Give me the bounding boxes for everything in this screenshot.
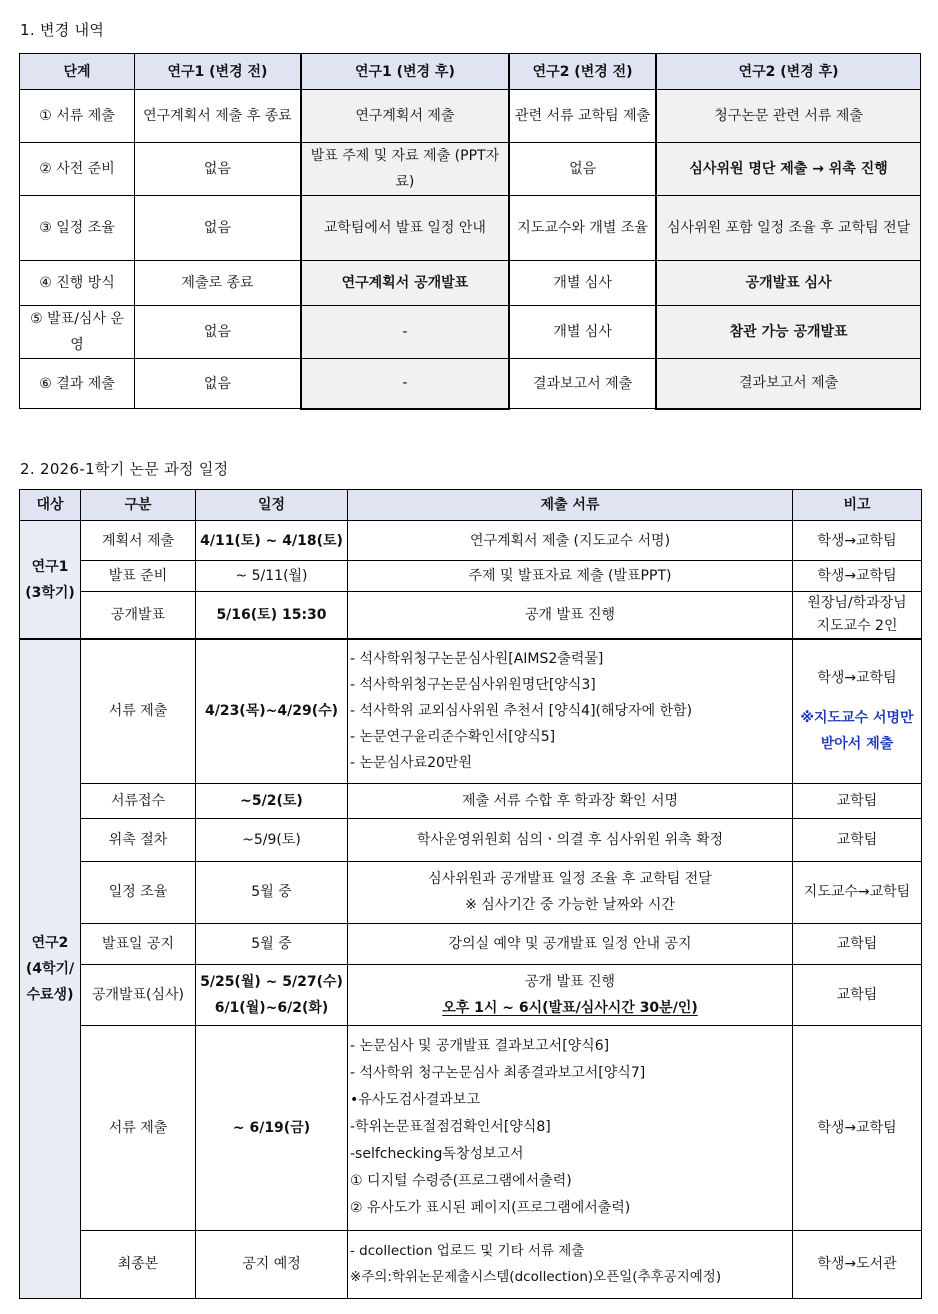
step-cell: ③ 일정 조율 bbox=[20, 196, 135, 261]
date-cell: ~5/2(토) bbox=[196, 783, 348, 818]
table-row bbox=[20, 1025, 922, 1230]
r1-after-cell: 연구계획서 공개발표 bbox=[301, 261, 509, 306]
table-row bbox=[20, 359, 921, 409]
docs-line1: 공개 발표 진행 bbox=[524, 973, 616, 990]
group1-label-line2: (3학기) bbox=[25, 584, 75, 601]
r2-before-cell: 결과보고서 제출 bbox=[509, 359, 656, 409]
doc-item: - 논문연구윤리준수확인서[양식5] bbox=[350, 729, 556, 746]
kind-cell: 서류접수 bbox=[81, 783, 196, 818]
doc-item: - 석사학위청구논문심사원[AIMS2출력물] bbox=[350, 651, 604, 668]
group2-label-line1: 연구2 bbox=[31, 934, 69, 951]
doc-item: - 논문심사 및 공개발표 결과보고서[양식6] bbox=[350, 1038, 610, 1054]
r1-before-cell: 연구계획서 제출 후 종료 bbox=[135, 90, 301, 143]
header-note: 비고 bbox=[793, 490, 922, 521]
date-cell bbox=[196, 964, 348, 1025]
doc-item: ※주의:학위논문제출시스템(dcollection)오픈일(추후공지예정) bbox=[350, 1269, 722, 1285]
kind-cell: 최종본 bbox=[81, 1230, 196, 1298]
group1-label bbox=[20, 521, 81, 640]
doc-item: -selfchecking독창성보고서 bbox=[350, 1146, 524, 1162]
note-cell bbox=[793, 592, 922, 640]
docs-line2: 오후 1시 ~ 6시(발표/심사시간 30분/인) bbox=[442, 999, 698, 1016]
docs-cell: 학사운영위원회 심의ㆍ의결 후 심사위원 위촉 확정 bbox=[348, 818, 793, 861]
kind-cell: 발표 준비 bbox=[81, 561, 196, 592]
docs-cell bbox=[348, 1025, 793, 1230]
r2-after-cell: 청구논문 관련 서류 제출 bbox=[656, 90, 920, 143]
schedule-table bbox=[19, 489, 922, 1299]
r2-before-cell: 개별 심사 bbox=[509, 261, 656, 306]
doc-item: - dcollection 업로드 및 기타 서류 제출 bbox=[350, 1243, 585, 1259]
date-cell: ~5/9(토) bbox=[196, 818, 348, 861]
header-r2-after: 연구2 (변경 후) bbox=[656, 54, 920, 90]
step-cell: ② 사전 준비 bbox=[20, 143, 135, 196]
doc-item: - 석사학위 청구논문심사 최종결과보고서[양식7] bbox=[350, 1065, 646, 1081]
r1-before-cell: 없음 bbox=[135, 359, 301, 409]
header-r1-before: 연구1 (변경 전) bbox=[135, 54, 301, 90]
header-r2-before: 연구2 (변경 전) bbox=[509, 54, 656, 90]
docs-cell: 제출 서류 수합 후 학과장 확인 서명 bbox=[348, 783, 793, 818]
note-cell: 교학팀 bbox=[793, 783, 922, 818]
docs-cell bbox=[348, 639, 793, 783]
note-alert-line1: ※지도교수 서명만 bbox=[800, 710, 914, 727]
header-r1-after: 연구1 (변경 후) bbox=[301, 54, 509, 90]
note-cell: 교학팀 bbox=[793, 964, 922, 1025]
docs-cell: 공개 발표 진행 bbox=[348, 592, 793, 640]
docs-cell bbox=[348, 1230, 793, 1298]
date-line1: 5/25(월) ~ 5/27(수) bbox=[200, 973, 343, 990]
r1-before-cell: 없음 bbox=[135, 306, 301, 359]
date-cell: 4/23(목)~4/29(수) bbox=[196, 639, 348, 783]
header-target: 대상 bbox=[20, 490, 81, 521]
r1-after-cell: 연구계획서 제출 bbox=[301, 90, 509, 143]
group2-label-line3: 수료생) bbox=[26, 986, 74, 1003]
r1-after-cell: - bbox=[301, 359, 509, 409]
step-cell: ④ 진행 방식 bbox=[20, 261, 135, 306]
kind-cell: 일정 조율 bbox=[81, 861, 196, 923]
kind-cell: 서류 제출 bbox=[81, 639, 196, 783]
r1-after-cell: 발표 주제 및 자료 제출 (PPT자료) bbox=[301, 143, 509, 196]
table-row bbox=[20, 639, 922, 783]
r2-after-cell: 공개발표 심사 bbox=[656, 261, 920, 306]
table-row bbox=[20, 923, 922, 964]
docs-cell: 연구계획서 제출 (지도교수 서명) bbox=[348, 521, 793, 561]
date-cell: 5월 중 bbox=[196, 923, 348, 964]
note-line1: 원장님/학과장님 bbox=[807, 595, 907, 611]
group2-label-line2: (4학기/ bbox=[25, 960, 75, 977]
docs-line2: ※ 심사기간 중 가능한 날짜와 시간 bbox=[465, 897, 675, 913]
kind-cell: 계획서 제출 bbox=[81, 521, 196, 561]
r2-after-cell: 참관 가능 공개발표 bbox=[656, 306, 920, 359]
kind-cell: 위촉 절차 bbox=[81, 818, 196, 861]
header-kind: 구분 bbox=[81, 490, 196, 521]
note-cell: 교학팀 bbox=[793, 818, 922, 861]
kind-cell: 서류 제출 bbox=[81, 1025, 196, 1230]
r1-after-cell: 교학팀에서 발표 일정 안내 bbox=[301, 196, 509, 261]
doc-item: ② 유사도가 표시된 페이지(프로그램에서출력) bbox=[350, 1200, 631, 1216]
note-cell: 학생→교학팀 bbox=[793, 521, 922, 561]
table-row bbox=[20, 561, 922, 592]
kind-cell: 공개발표(심사) bbox=[81, 964, 196, 1025]
kind-cell: 발표일 공지 bbox=[81, 923, 196, 964]
note-alert-line2: 받아서 제출 bbox=[820, 736, 894, 753]
r2-after-cell: 결과보고서 제출 bbox=[656, 359, 920, 409]
note-cell: 학생→교학팀 bbox=[793, 1025, 922, 1230]
docs-cell bbox=[348, 861, 793, 923]
note-cell: 학생→교학팀 bbox=[793, 561, 922, 592]
date-cell: ~ 5/11(월) bbox=[196, 561, 348, 592]
note-cell bbox=[793, 639, 922, 783]
doc-item: - 석사학위청구논문심사위원명단[양식3] bbox=[350, 677, 596, 694]
r1-after-cell: - bbox=[301, 306, 509, 359]
doc-item: -학위논문표절점검확인서[양식8] bbox=[350, 1119, 551, 1135]
header-step: 단계 bbox=[20, 54, 135, 90]
kind-cell: 공개발표 bbox=[81, 592, 196, 640]
note-cell: 교학팀 bbox=[793, 923, 922, 964]
docs-cell: 주제 및 발표자료 제출 (발표PPT) bbox=[348, 561, 793, 592]
r2-before-cell: 개별 심사 bbox=[509, 306, 656, 359]
table-row bbox=[20, 783, 922, 818]
table-row bbox=[20, 592, 922, 640]
table-row bbox=[20, 964, 922, 1025]
step-cell: ① 서류 제출 bbox=[20, 90, 135, 143]
r2-before-cell: 지도교수와 개별 조율 bbox=[509, 196, 656, 261]
header-docs: 제출 서류 bbox=[348, 490, 793, 521]
group1-label-line1: 연구1 bbox=[31, 558, 69, 575]
doc-item: - 논문심사료20만원 bbox=[350, 755, 472, 772]
doc-item: •유사도검사결과보고 bbox=[350, 1092, 480, 1108]
section2-title: 2. 2026-1학기 논문 과정 일정 bbox=[20, 460, 229, 478]
doc-item: ① 디지털 수령증(프로그램에서출력) bbox=[350, 1173, 572, 1189]
docs-line1: 심사위원과 공개발표 일정 조율 후 교학팀 전달 bbox=[428, 871, 712, 887]
table-row bbox=[20, 143, 921, 196]
header-date: 일정 bbox=[196, 490, 348, 521]
date-cell: 5/16(토) 15:30 bbox=[196, 592, 348, 640]
table-row bbox=[20, 261, 921, 306]
r2-before-cell: 관련 서류 교학팀 제출 bbox=[509, 90, 656, 143]
r2-before-cell: 없음 bbox=[509, 143, 656, 196]
r2-after-cell: 심사위원 명단 제출 → 위촉 진행 bbox=[656, 143, 920, 196]
table-row bbox=[20, 306, 921, 359]
group2-label bbox=[20, 639, 81, 1298]
table-row bbox=[20, 1230, 922, 1298]
note-cell: 지도교수→교학팀 bbox=[793, 861, 922, 923]
step-cell: ⑤ 발표/심사 운영 bbox=[20, 306, 135, 359]
date-line2: 6/1(월)~6/2(화) bbox=[214, 999, 329, 1016]
doc-item: - 석사학위 교외심사위원 추천서 [양식4](해당자에 한함) bbox=[350, 703, 693, 720]
r1-before-cell: 없음 bbox=[135, 143, 301, 196]
r1-before-cell: 없음 bbox=[135, 196, 301, 261]
step-cell: ⑥ 결과 제출 bbox=[20, 359, 135, 409]
note-cell: 학생→도서관 bbox=[793, 1230, 922, 1298]
table-row bbox=[20, 521, 922, 561]
date-cell: 5월 중 bbox=[196, 861, 348, 923]
table-row bbox=[20, 90, 921, 143]
note-main: 학생→교학팀 bbox=[817, 670, 897, 687]
r2-after-cell: 심사위원 포함 일정 조율 후 교학팀 전달 bbox=[656, 196, 920, 261]
date-cell: 4/11(토) ~ 4/18(토) bbox=[196, 521, 348, 561]
date-cell: ~ 6/19(금) bbox=[196, 1025, 348, 1230]
table-row bbox=[20, 818, 922, 861]
section1-title: 1. 변경 내역 bbox=[20, 21, 105, 39]
r1-before-cell: 제출로 종료 bbox=[135, 261, 301, 306]
note-line2: 지도교수 2인 bbox=[816, 618, 898, 634]
date-cell: 공지 예정 bbox=[196, 1230, 348, 1298]
table-row bbox=[20, 861, 922, 923]
docs-cell: 강의실 예약 및 공개발표 일정 안내 공지 bbox=[348, 923, 793, 964]
table-row bbox=[20, 196, 921, 261]
docs-cell bbox=[348, 964, 793, 1025]
change-table bbox=[19, 53, 921, 410]
